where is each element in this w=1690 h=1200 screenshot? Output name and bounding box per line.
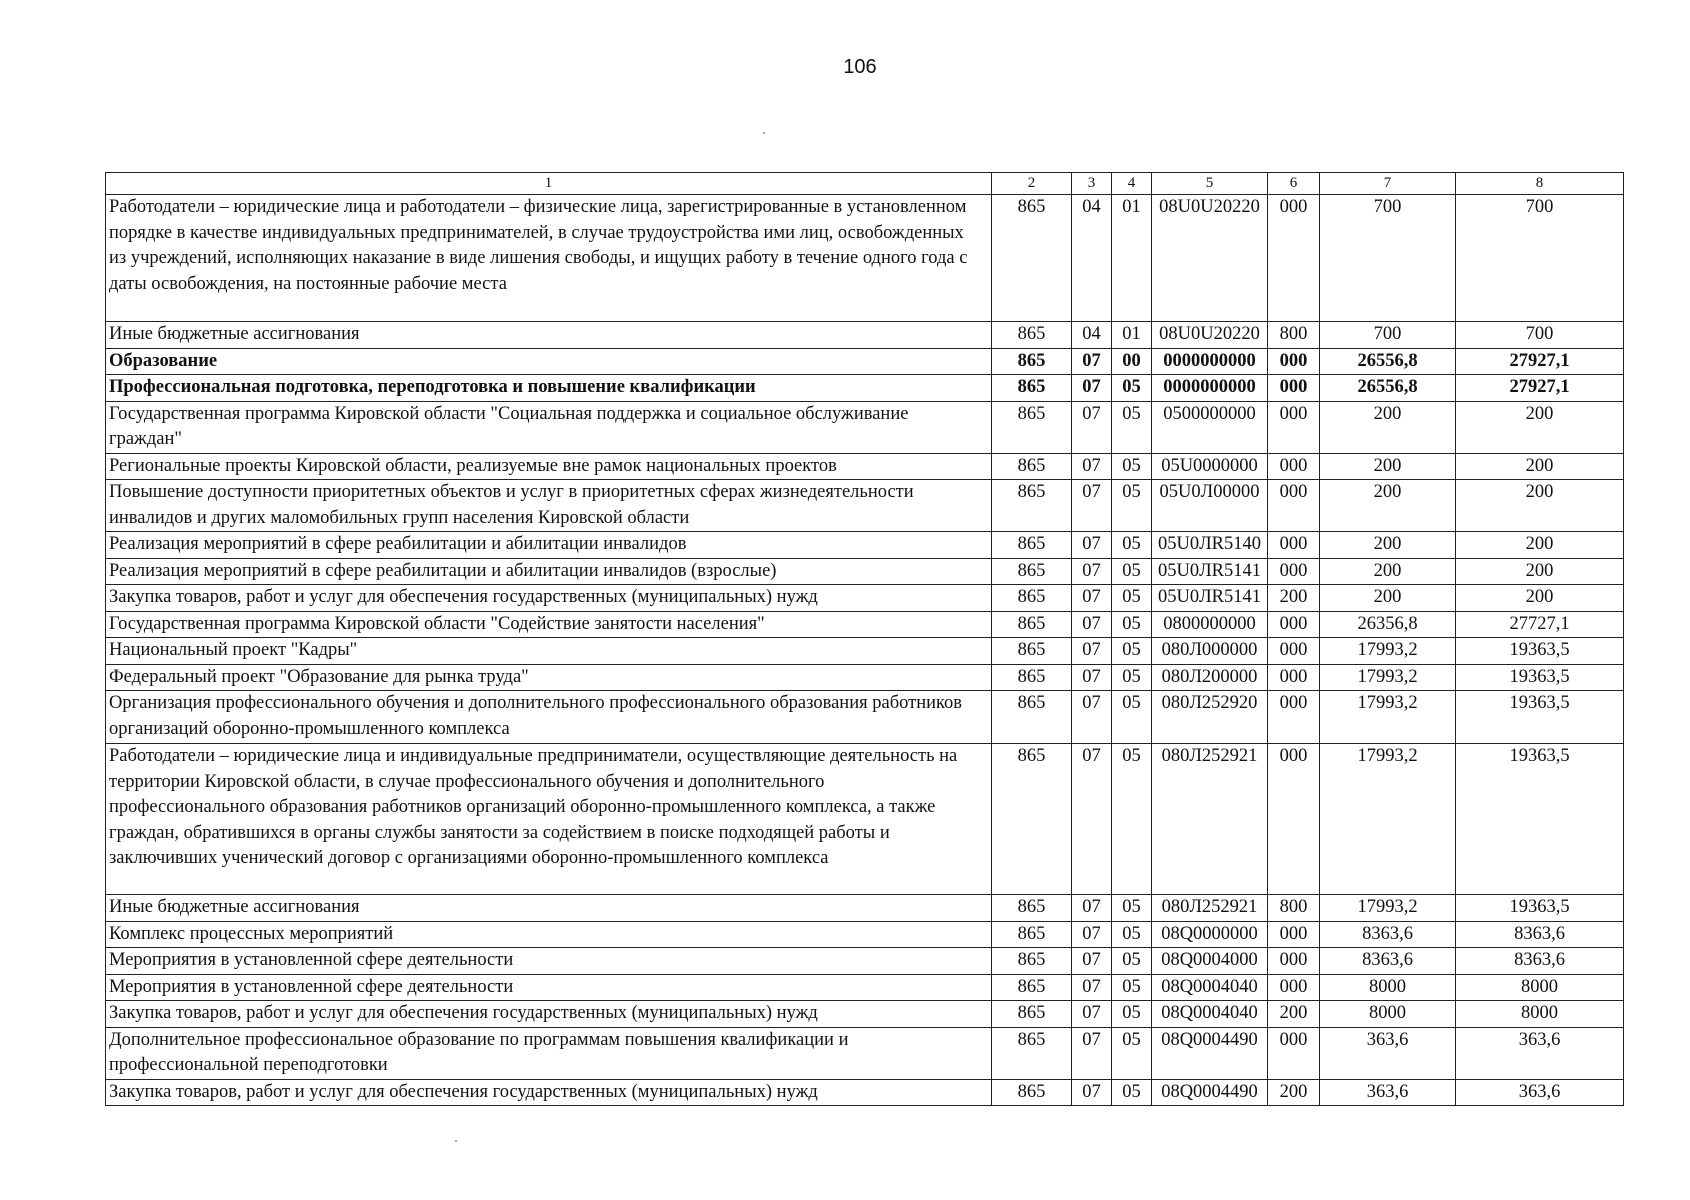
row-expense-type-code: 000 — [1268, 638, 1320, 665]
row-subsection-code: 05 — [1112, 691, 1152, 744]
row-amount-year1: 8363,6 — [1320, 948, 1456, 975]
row-amount-year1: 200 — [1320, 532, 1456, 559]
row-name: Мероприятия в установленной сфере деятельности — [106, 974, 992, 1001]
table-row — [106, 558, 1624, 585]
row-amount-year2: 200 — [1456, 453, 1624, 480]
row-name: Профессиональная подготовка, переподготовка и повышение квалификации — [106, 375, 992, 402]
row-amount-year2: 27727,1 — [1456, 611, 1624, 638]
row-target-article-code: 05U0Л00000 — [1152, 480, 1268, 532]
table-row — [106, 921, 1624, 948]
row-name: Иные бюджетные ассигнования — [106, 895, 992, 922]
table-row — [106, 532, 1624, 559]
row-subsection-code: 05 — [1112, 895, 1152, 922]
row-target-article-code: 080Л200000 — [1152, 664, 1268, 691]
row-amount-year1: 700 — [1320, 195, 1456, 322]
table-row — [106, 691, 1624, 744]
row-subsection-code: 05 — [1112, 558, 1152, 585]
row-name: Иные бюджетные ассигнования — [106, 322, 992, 349]
row-subsection-code: 01 — [1112, 195, 1152, 322]
row-section-code: 07 — [1072, 744, 1112, 895]
row-expense-type-code: 000 — [1268, 348, 1320, 375]
table-row — [106, 195, 1624, 322]
row-expense-type-code: 000 — [1268, 401, 1320, 453]
row-amount-year1: 17993,2 — [1320, 664, 1456, 691]
row-section-code: 07 — [1072, 895, 1112, 922]
row-subsection-code: 05 — [1112, 532, 1152, 559]
table-row — [106, 1001, 1624, 1028]
row-expense-type-code: 800 — [1268, 895, 1320, 922]
row-expense-type-code: 000 — [1268, 744, 1320, 895]
column-number-8: 8 — [1456, 173, 1624, 195]
page-number: 106 — [843, 56, 877, 78]
row-section-code: 07 — [1072, 974, 1112, 1001]
row-name: Повышение доступности приоритетных объектов и услуг в приоритетных сферах жизнедеятельности инвалидов и других маломобильных групп населения Кировской области — [106, 480, 992, 532]
row-amount-year1: 8000 — [1320, 1001, 1456, 1028]
row-expense-type-code: 800 — [1268, 322, 1320, 349]
row-section-code: 07 — [1072, 691, 1112, 744]
row-subsection-code: 05 — [1112, 480, 1152, 532]
row-amount-year1: 8000 — [1320, 974, 1456, 1001]
row-amount-year2: 8000 — [1456, 974, 1624, 1001]
row-name: Федеральный проект "Образование для рынка труда" — [106, 664, 992, 691]
row-subsection-code: 05 — [1112, 664, 1152, 691]
row-grbs-code: 865 — [992, 401, 1072, 453]
row-expense-type-code: 200 — [1268, 1001, 1320, 1028]
table-row — [106, 322, 1624, 349]
row-expense-type-code: 000 — [1268, 195, 1320, 322]
row-grbs-code: 865 — [992, 1079, 1072, 1106]
row-name: Закупка товаров, работ и услуг для обеспечения государственных (муниципальных) нужд — [106, 1001, 992, 1028]
table-row — [106, 744, 1624, 895]
row-section-code: 07 — [1072, 921, 1112, 948]
column-number-3: 3 — [1072, 173, 1112, 195]
row-grbs-code: 865 — [992, 480, 1072, 532]
row-amount-year2: 19363,5 — [1456, 638, 1624, 665]
table-row — [106, 348, 1624, 375]
row-grbs-code: 865 — [992, 322, 1072, 349]
row-expense-type-code: 000 — [1268, 558, 1320, 585]
row-subsection-code: 05 — [1112, 401, 1152, 453]
row-expense-type-code: 000 — [1268, 974, 1320, 1001]
table-row — [106, 585, 1624, 612]
row-grbs-code: 865 — [992, 348, 1072, 375]
table-row — [106, 1079, 1624, 1106]
row-amount-year2: 363,6 — [1456, 1079, 1624, 1106]
row-target-article-code: 05U0ЛR5141 — [1152, 558, 1268, 585]
table-row — [106, 453, 1624, 480]
row-target-article-code: 05U0ЛR5141 — [1152, 585, 1268, 612]
row-subsection-code: 00 — [1112, 348, 1152, 375]
row-expense-type-code: 200 — [1268, 1079, 1320, 1106]
scan-speck — [455, 1140, 457, 1142]
row-name: Организация профессионального обучения и дополнительного профессионального образования работников организаций оборонно-промышленного комплекса — [106, 691, 992, 744]
row-amount-year1: 200 — [1320, 558, 1456, 585]
row-name: Закупка товаров, работ и услуг для обеспечения государственных (муниципальных) нужд — [106, 1079, 992, 1106]
row-subsection-code: 05 — [1112, 585, 1152, 612]
row-grbs-code: 865 — [992, 585, 1072, 612]
row-target-article-code: 0500000000 — [1152, 401, 1268, 453]
row-subsection-code: 05 — [1112, 921, 1152, 948]
row-grbs-code: 865 — [992, 691, 1072, 744]
row-subsection-code: 05 — [1112, 1079, 1152, 1106]
column-number-4: 4 — [1112, 173, 1152, 195]
row-section-code: 07 — [1072, 1001, 1112, 1028]
row-target-article-code: 080Л252921 — [1152, 895, 1268, 922]
row-amount-year2: 700 — [1456, 195, 1624, 322]
row-grbs-code: 865 — [992, 974, 1072, 1001]
row-amount-year1: 8363,6 — [1320, 921, 1456, 948]
row-expense-type-code: 000 — [1268, 691, 1320, 744]
table-row — [106, 480, 1624, 532]
row-target-article-code: 080Л000000 — [1152, 638, 1268, 665]
row-section-code: 07 — [1072, 532, 1112, 559]
row-grbs-code: 865 — [992, 375, 1072, 402]
row-section-code: 04 — [1072, 322, 1112, 349]
row-section-code: 04 — [1072, 195, 1112, 322]
row-subsection-code: 05 — [1112, 744, 1152, 895]
table-row — [106, 948, 1624, 975]
row-amount-year1: 26556,8 — [1320, 348, 1456, 375]
column-number-6: 6 — [1268, 173, 1320, 195]
row-subsection-code: 05 — [1112, 1001, 1152, 1028]
row-amount-year1: 200 — [1320, 585, 1456, 612]
row-amount-year2: 200 — [1456, 585, 1624, 612]
row-name: Государственная программа Кировской области "Содействие занятости населения" — [106, 611, 992, 638]
row-section-code: 07 — [1072, 585, 1112, 612]
row-amount-year2: 27927,1 — [1456, 375, 1624, 402]
row-name: Комплекс процессных мероприятий — [106, 921, 992, 948]
row-expense-type-code: 000 — [1268, 532, 1320, 559]
row-amount-year1: 26356,8 — [1320, 611, 1456, 638]
row-expense-type-code: 000 — [1268, 921, 1320, 948]
row-section-code: 07 — [1072, 348, 1112, 375]
row-grbs-code: 865 — [992, 1027, 1072, 1079]
table-row — [106, 638, 1624, 665]
table-row — [106, 401, 1624, 453]
row-target-article-code: 05U0000000 — [1152, 453, 1268, 480]
row-amount-year2: 19363,5 — [1456, 895, 1624, 922]
row-grbs-code: 865 — [992, 664, 1072, 691]
row-target-article-code: 08U0U20220 — [1152, 195, 1268, 322]
row-target-article-code: 080Л252921 — [1152, 744, 1268, 895]
row-amount-year2: 19363,5 — [1456, 664, 1624, 691]
row-grbs-code: 865 — [992, 558, 1072, 585]
row-subsection-code: 01 — [1112, 322, 1152, 349]
row-amount-year1: 200 — [1320, 480, 1456, 532]
row-target-article-code: 08Q0004490 — [1152, 1079, 1268, 1106]
row-section-code: 07 — [1072, 1079, 1112, 1106]
row-target-article-code: 08Q0004490 — [1152, 1027, 1268, 1079]
row-section-code: 07 — [1072, 375, 1112, 402]
row-section-code: 07 — [1072, 558, 1112, 585]
row-amount-year1: 17993,2 — [1320, 691, 1456, 744]
row-grbs-code: 865 — [992, 921, 1072, 948]
row-amount-year2: 8363,6 — [1456, 948, 1624, 975]
row-subsection-code: 05 — [1112, 453, 1152, 480]
row-amount-year2: 8000 — [1456, 1001, 1624, 1028]
row-expense-type-code: 000 — [1268, 948, 1320, 975]
row-grbs-code: 865 — [992, 611, 1072, 638]
row-name: Национальный проект "Кадры" — [106, 638, 992, 665]
row-amount-year1: 200 — [1320, 453, 1456, 480]
row-section-code: 07 — [1072, 948, 1112, 975]
row-amount-year2: 700 — [1456, 322, 1624, 349]
row-section-code: 07 — [1072, 664, 1112, 691]
row-target-article-code: 08Q0000000 — [1152, 921, 1268, 948]
row-target-article-code: 08Q0004040 — [1152, 974, 1268, 1001]
row-subsection-code: 05 — [1112, 638, 1152, 665]
row-section-code: 07 — [1072, 401, 1112, 453]
row-target-article-code: 0000000000 — [1152, 375, 1268, 402]
row-grbs-code: 865 — [992, 744, 1072, 895]
row-subsection-code: 05 — [1112, 611, 1152, 638]
row-name: Образование — [106, 348, 992, 375]
table-row — [106, 375, 1624, 402]
row-amount-year2: 27927,1 — [1456, 348, 1624, 375]
row-name: Мероприятия в установленной сфере деятельности — [106, 948, 992, 975]
row-amount-year1: 17993,2 — [1320, 895, 1456, 922]
row-target-article-code: 08U0U20220 — [1152, 322, 1268, 349]
row-target-article-code: 080Л252920 — [1152, 691, 1268, 744]
row-expense-type-code: 000 — [1268, 611, 1320, 638]
row-name: Реализация мероприятий в сфере реабилитации и абилитации инвалидов — [106, 532, 992, 559]
table-row — [106, 1027, 1624, 1079]
table-row — [106, 664, 1624, 691]
row-grbs-code: 865 — [992, 638, 1072, 665]
column-number-5: 5 — [1152, 173, 1268, 195]
row-amount-year1: 26556,8 — [1320, 375, 1456, 402]
column-number-1: 1 — [106, 173, 992, 195]
row-target-article-code: 08Q0004040 — [1152, 1001, 1268, 1028]
row-target-article-code: 08Q0004000 — [1152, 948, 1268, 975]
row-amount-year2: 19363,5 — [1456, 744, 1624, 895]
row-name: Региональные проекты Кировской области, реализуемые вне рамок национальных проектов — [106, 453, 992, 480]
table-body — [106, 195, 1624, 1106]
column-number-row — [106, 173, 1624, 195]
row-grbs-code: 865 — [992, 948, 1072, 975]
row-expense-type-code: 000 — [1268, 480, 1320, 532]
row-section-code: 07 — [1072, 1027, 1112, 1079]
row-expense-type-code: 200 — [1268, 585, 1320, 612]
row-section-code: 07 — [1072, 611, 1112, 638]
row-amount-year1: 363,6 — [1320, 1079, 1456, 1106]
row-name: Государственная программа Кировской области "Социальная поддержка и социальное обслуживание граждан" — [106, 401, 992, 453]
row-expense-type-code: 000 — [1268, 453, 1320, 480]
row-grbs-code: 865 — [992, 895, 1072, 922]
row-name: Дополнительное профессиональное образование по программам повышения квалификации и профессиональной переподготовки — [106, 1027, 992, 1079]
row-amount-year2: 19363,5 — [1456, 691, 1624, 744]
row-target-article-code: 0000000000 — [1152, 348, 1268, 375]
row-amount-year2: 363,6 — [1456, 1027, 1624, 1079]
row-subsection-code: 05 — [1112, 375, 1152, 402]
row-grbs-code: 865 — [992, 195, 1072, 322]
row-name: Реализация мероприятий в сфере реабилитации и абилитации инвалидов (взрослые) — [106, 558, 992, 585]
row-section-code: 07 — [1072, 480, 1112, 532]
row-expense-type-code: 000 — [1268, 664, 1320, 691]
row-amount-year2: 200 — [1456, 532, 1624, 559]
row-amount-year2: 200 — [1456, 480, 1624, 532]
scan-speck — [763, 132, 765, 134]
row-amount-year2: 200 — [1456, 558, 1624, 585]
row-name: Работодатели – юридические лица и индивидуальные предприниматели, осуществляющие деятельность на территории Кировской области, в случае профессионального обучения и дополнительного профессионального образования работников организаций оборонно-промышленного комплекса, а также граждан, обратившихся в органы службы занятости за содействием в поиске подходящей работы и заключивших ученический договор с организациями оборонно-промышленного комплекса — [106, 744, 992, 895]
row-name: Работодатели – юридические лица и работодатели – физические лица, зарегистрированные в установленном порядке в качестве индивидуальных предпринимателей, в случае трудоустройства ими лиц, освобожденных из учреждений, исполняющих наказание в виде лишения свободы, и ищущих работу в течение одного года с даты освобождения, на постоянные рабочие места — [106, 195, 992, 322]
table-row — [106, 895, 1624, 922]
row-expense-type-code: 000 — [1268, 375, 1320, 402]
row-amount-year2: 8363,6 — [1456, 921, 1624, 948]
row-subsection-code: 05 — [1112, 1027, 1152, 1079]
table-row — [106, 974, 1624, 1001]
budget-table — [105, 172, 1624, 1106]
column-number-2: 2 — [992, 173, 1072, 195]
row-grbs-code: 865 — [992, 532, 1072, 559]
row-name: Закупка товаров, работ и услуг для обеспечения государственных (муниципальных) нужд — [106, 585, 992, 612]
row-section-code: 07 — [1072, 453, 1112, 480]
column-number-7: 7 — [1320, 173, 1456, 195]
row-subsection-code: 05 — [1112, 948, 1152, 975]
row-target-article-code: 0800000000 — [1152, 611, 1268, 638]
row-amount-year1: 200 — [1320, 401, 1456, 453]
row-amount-year1: 363,6 — [1320, 1027, 1456, 1079]
row-amount-year1: 17993,2 — [1320, 638, 1456, 665]
row-expense-type-code: 000 — [1268, 1027, 1320, 1079]
row-amount-year1: 700 — [1320, 322, 1456, 349]
row-target-article-code: 05U0ЛR5140 — [1152, 532, 1268, 559]
row-section-code: 07 — [1072, 638, 1112, 665]
row-amount-year2: 200 — [1456, 401, 1624, 453]
row-subsection-code: 05 — [1112, 974, 1152, 1001]
table-row — [106, 611, 1624, 638]
row-amount-year1: 17993,2 — [1320, 744, 1456, 895]
row-grbs-code: 865 — [992, 1001, 1072, 1028]
row-grbs-code: 865 — [992, 453, 1072, 480]
